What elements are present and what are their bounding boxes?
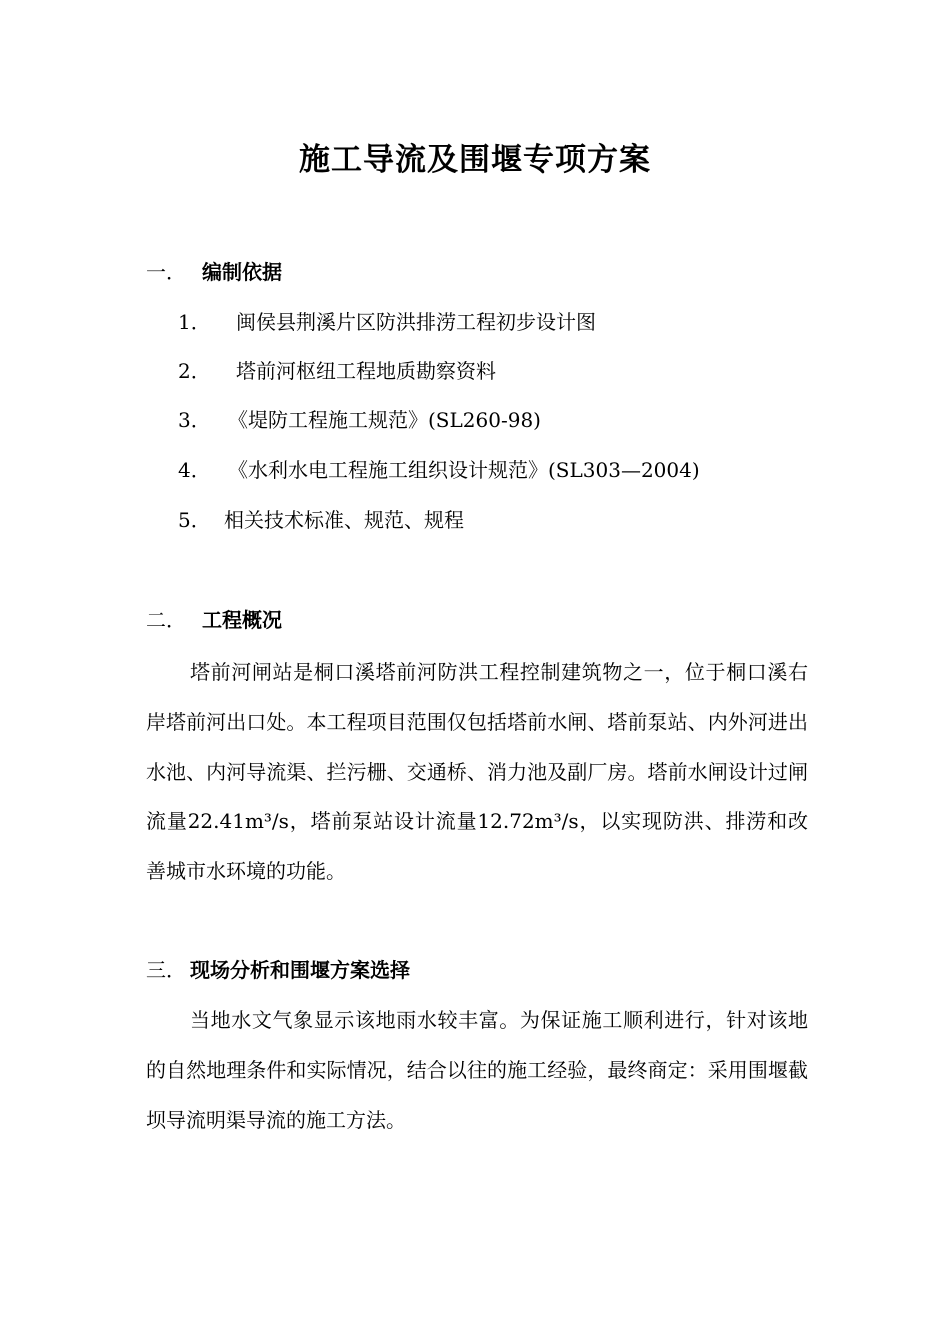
section-number: 一． bbox=[146, 260, 186, 284]
list-item-number: 5． bbox=[178, 508, 211, 532]
section-heading-text: 现场分析和围堰方案选择 bbox=[190, 958, 410, 982]
list-item-number: 3． bbox=[178, 408, 211, 432]
section-heading-analysis bbox=[146, 956, 410, 984]
section-heading-overview bbox=[146, 606, 282, 634]
list-item-number: 1． bbox=[178, 310, 211, 334]
list-item-number: 2． bbox=[178, 359, 211, 383]
list-item bbox=[178, 308, 596, 336]
list-item bbox=[178, 357, 496, 385]
section-number: 三． bbox=[146, 958, 186, 982]
list-item bbox=[178, 406, 541, 434]
list-item-text: 《堤防工程施工规范》(SL260-98) bbox=[228, 408, 541, 432]
list-item-text: 闽侯县荆溪片区防洪排涝工程初步设计图 bbox=[236, 310, 596, 334]
section-heading-basis bbox=[146, 258, 282, 286]
section-heading-text: 编制依据 bbox=[202, 260, 282, 284]
section-heading-text: 工程概况 bbox=[202, 608, 282, 632]
list-item-number: 4． bbox=[178, 458, 211, 482]
section-number: 二． bbox=[146, 608, 186, 632]
list-item-text: 相关技术标准、规范、规程 bbox=[224, 508, 464, 532]
section-paragraph-analysis: 当地水文气象显示该地雨水较丰富。为保证施工顺利进行，针对该地的自然地理条件和实际情况，结合以往的施工经验，最终商定：采用围堰截坝导流明渠导流的施工方法。 bbox=[146, 1008, 808, 1132]
document-title: 施工导流及围堰专项方案 bbox=[299, 142, 651, 178]
list-item-text: 《水利水电工程施工组织设计规范》(SL303—2004) bbox=[228, 458, 700, 482]
section-paragraph-overview: 塔前河闸站是桐口溪塔前河防洪工程控制建筑物之一，位于桐口溪右岸塔前河出口处。本工程项目范围仅包括塔前水闸、塔前泵站、内外河进出水池、内河导流渠、拦污栅、交通桥、消力池及副厂房。塔前水闸设计过闸流量22.41m³/s，塔前泵站设计流量12.72m³/s，以实现防洪、排涝和改善城市水环境的功能。 bbox=[146, 660, 808, 884]
list-item-text: 塔前河枢纽工程地质勘察资料 bbox=[236, 359, 496, 383]
list-item bbox=[178, 506, 464, 534]
list-item bbox=[178, 456, 700, 484]
